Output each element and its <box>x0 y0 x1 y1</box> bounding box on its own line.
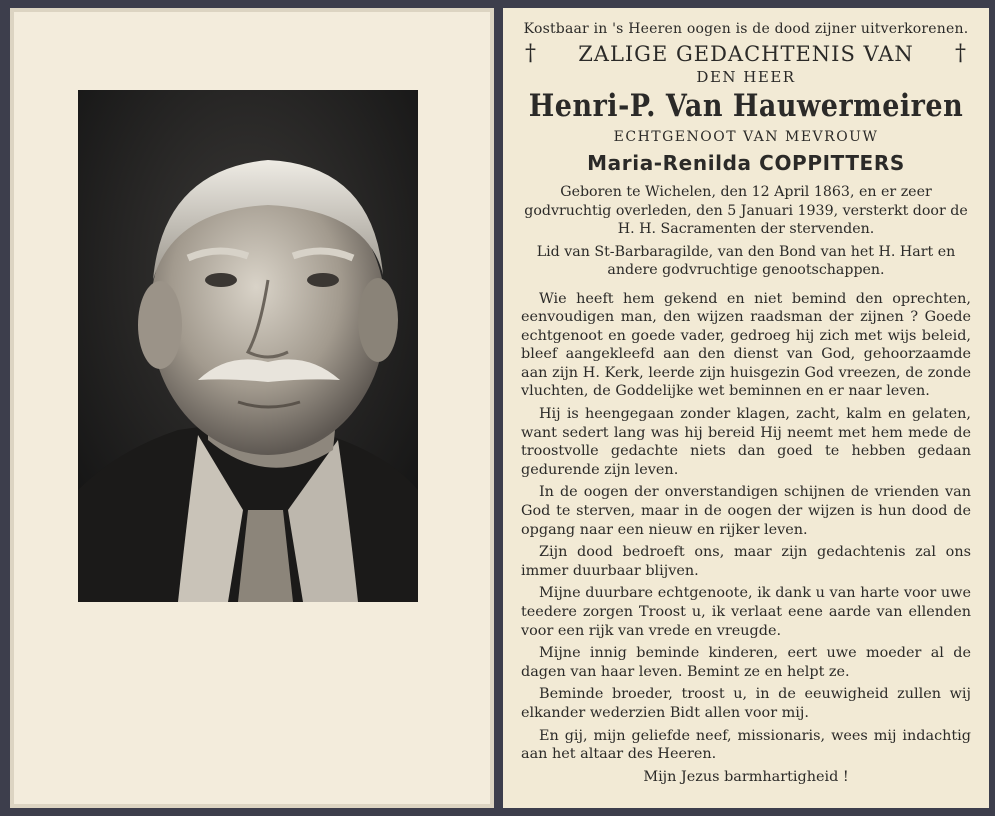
deceased-name: Henri-P. Van Hauwermeiren <box>528 88 964 125</box>
spouse-name: Maria-Renilda COPPITTERS <box>587 151 905 175</box>
portrait-illustration <box>78 90 418 602</box>
paragraph: Wie heeft hem gekend en niet bemind den oprechten, eenvoudigen man, den wijzen raadsman der zijnen ? Goede echtgenoot en goede vader, gedroeg hij zich met wijs beleid, bleef aangekleefd aan den dienst van God, gehoorzaamde aan zijn H. Kerk, leerde zijn huisgezin God vreezen, de zonde vluchten, de Goddelijke wet beminnen en er naar leven. <box>521 290 971 400</box>
paragraph: Zijn dood bedroeft ons, maar zijn gedachtenis zal ons immer duurbaar blijven. <box>521 544 971 579</box>
closing-prayer: Mijn Jezus barmhartigheid ! <box>643 768 849 785</box>
bio-memberships: Lid van St-Barbaragilde, van den Bond van het H. Hart en andere godvruchtige genootschappen. <box>536 243 956 278</box>
paragraph: En gij, mijn geliefde neef, missionaris, wees mij indachtig aan het altaar des Heeren. <box>521 727 971 763</box>
paragraph: Mijne duurbare echtgenoote, ik dank u van harte voor uwe teedere zorgen Troost u, ik verlaat eene aarde van ellenden voor een rijk van vrede en vreugde. <box>521 585 971 639</box>
paragraph: Mijne innig beminde kinderen, eert uwe moeder al de dagen van haar leven. Bemint ze en helpt ze. <box>521 645 971 680</box>
memorial-text <box>521 290 971 764</box>
paragraph: Hij is heengegaan zonder klagen, zacht, kalm en gelaten, want sedert lang was hij bereid Hij neemt met hem mede de troostvolle gedachte niets dan goed te hebben gedaan gedurende zijn leven. <box>521 406 971 478</box>
paragraph: In de oogen der onverstandigen schijnen de vrienden van God te sterven, maar in de oogen der wijzen is hun dood de opgang naar een nieuw en rijker leven. <box>521 484 971 538</box>
bio-birth-death: Geboren te Wichelen, den 12 April 1863, en er zeer godvruchtig overleden, den 5 Januari 1939, versterkt door de H. H. Sacramenten der stervenden. <box>524 184 968 237</box>
den-heer-text: DEN HEER <box>696 68 796 86</box>
text-card <box>503 8 989 808</box>
paragraph: Beminde broeder, troost u, in de eeuwigheid zullen wij elkander wederzien Bidt allen voor mij. <box>521 686 971 721</box>
photo-card <box>10 8 494 808</box>
biography <box>521 183 971 280</box>
cross-right-icon: † <box>955 41 967 66</box>
motto-text: Kostbaar in 's Heeren oogen is de dood zijner uitverkorenen. <box>523 21 969 37</box>
cross-left-icon: † <box>525 41 537 66</box>
portrait-photo <box>78 90 418 602</box>
spouse-intro: ECHTGENOOT VAN MEVROUW <box>613 129 879 145</box>
heading-text: ZALIGE GEDACHTENIS VAN <box>578 42 914 66</box>
heading-line <box>521 41 971 67</box>
